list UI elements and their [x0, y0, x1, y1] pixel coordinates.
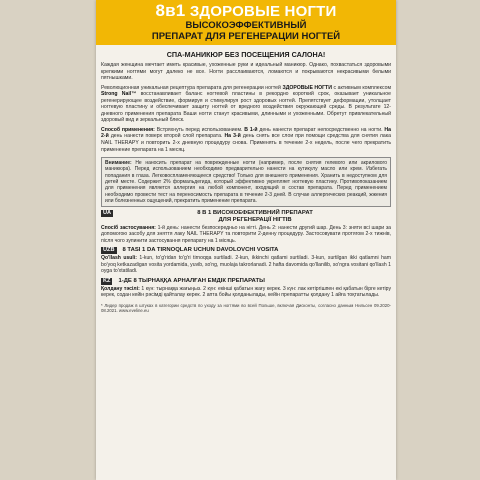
- uzb-usage-label: Qo'llash usuli:: [101, 255, 137, 262]
- product-title-name: ЗДОРОВЫЕ НОГТИ: [189, 3, 337, 20]
- application-day1: В 1-й: [244, 126, 258, 133]
- formula-brand: ЗДОРОВЫЕ НОГТИ: [282, 84, 332, 91]
- section-title: СПА-МАНИКЮР БЕЗ ПОСЕЩЕНИЯ САЛОНА!: [166, 50, 326, 59]
- formula-text-1: Революционная уникальная рецептура препарата для регенерации ногтей: [101, 84, 281, 91]
- application-text-3: день нанести поверх второй слой препарата.: [110, 133, 223, 140]
- uzb-badge: UZB: [103, 247, 115, 254]
- footnote: * Лидер продаж в штуках в категории средств по уходу за ногтями во всей Польше, включая Дисконты, согласно данным Нильсен 09.2020-08.2021. www.eveline.eu: [101, 302, 391, 314]
- warning-label: Внимание:: [105, 160, 132, 167]
- kz-title: 1-ДЕ 8 ТЫРНАҚҚА АРНАЛҒАН ЕМДІК ПРЕПАРАТЫ: [118, 277, 265, 284]
- kz-heading: [101, 278, 391, 285]
- formula-complex: Strong Nail™: [101, 91, 137, 98]
- ua-usage-text: 1-й день: нанести безпосередньо на нігті. День 2: нанести другий шар. День 3: зняти всі шари за допомогою засобу для зняття лаку NAIL THERAPY та повторити 2-денну процедуру. Застосовувати протягом 2-х тижнів, після чого зупинити застосування препарату на 1 місяць.: [101, 224, 391, 244]
- uzb-title: 8 TASI 1 DA TIRNOQLAR UCHUN DAVOLOVCHI VOSITA: [122, 247, 279, 254]
- uzb-usage-text: 1-kun, to'g'ridan to'g'ri tirnoqqa surtiladi. 2-kun, ikkinchi qatlami surtiladi. 3-kun, surtilgan ikki qatlamni ham bo'yoq ketkazadigan vosita yordamida, yuvib, so'ng, muolaja takrorlanadi. 2 hafta davomida qo'llanilib, so'ngra vositani qo'llash 1 oyga to'xtatiladi.: [101, 255, 392, 275]
- application-day3: На 3-й: [224, 133, 241, 140]
- uzb-heading: [101, 247, 391, 254]
- ua-usage-label: Спосіб застосування:: [101, 224, 156, 231]
- uzb-usage: [101, 255, 391, 275]
- ua-badge: UA: [103, 210, 112, 217]
- ua-title-line2: ДЛЯ РЕГЕНЕРАЦІЇ НІГТІВ: [218, 216, 292, 223]
- product-title: [102, 2, 390, 20]
- formula-text-3: восстанавливает баланс ногтевой пластины в рекордно короткий срок, оказывает уникальное регенерирующее воздействие, формируя и стимулируя рост здоровых ногтей. Препятствует деформации, утолщает ногтевую пластину и обеспечивает защиту ногтей от вредного воздействия окружающей среды. В результате 12-дневного применения препарата Ваши ногти станут красивыми, длинными и ухоженными. Обретут привлекательный здоровый вид и зеркальный блеск.: [101, 91, 391, 124]
- warning-text: Не наносить препарат на поврежденные ногти (например, после снятия гелевого или акрилового маникюра). Перед использованием необходимо предварительно нанести на кутикулу масло или крем. Избегать попадания в глаза. Легковоспламеняющееся средство! Только для внешнего применения. Хранить в недоступном для детей месте. Содержит 2% формальдегида, который эффективно укрепляет ногтевую пластину. Противопоказанием для применения является аллергия на любой компонент, входящий в состав препарата. Перед применением необходимо провести тест на переносимость препарата в течение 2-3 дней. В случае аллергических реакций, жжения или болезненных ощущений, прекратить применение препарата.: [105, 160, 387, 204]
- application-day2: На 2-й: [101, 126, 391, 140]
- product-title-number: 8в1: [155, 1, 186, 20]
- product-subtitle-line2: ПРЕПАРАТ ДЛЯ РЕГЕНЕРАЦИИ НОГТЕЙ: [151, 31, 341, 42]
- formula-paragraph: [101, 85, 391, 124]
- kz-usage: [101, 286, 391, 299]
- product-subtitle-line1: ВЫСОКОЭФФЕКТИВНЫЙ: [185, 20, 307, 31]
- formula-text-2: с активным комплексом: [333, 84, 391, 91]
- ua-title: [119, 210, 391, 224]
- kz-usage-label: Қолдану тәсілі:: [101, 285, 140, 292]
- ua-heading: [101, 210, 391, 224]
- intro-paragraph: Каждая женщина мечтает иметь красивые, ухоженные руки и идеальный маникюр. Однако, похвастаться здоровыми крепкими ногтями могут далеко не все. Ногти расслаиваются, ломаются и покрываются некрасивыми белыми пятнышками.: [101, 62, 391, 82]
- ua-usage: [101, 225, 391, 245]
- ua-title-line1: 8 В 1 ВИСОКОЕФЕКТИВНИЙ ПРЕПАРАТ: [197, 210, 313, 217]
- application-paragraph: [101, 127, 391, 153]
- application-text-1: Встряхнуть перед использованием.: [156, 126, 243, 133]
- kz-usage-text: 1 күн: тырнаққа жағыңыз. 2 күн: екінші қабатын жағу керек. 3 күн: лак кетіргішпен екі қабатын бірге кетіру керек, содан кейін рәсімді қайталау керек. 2 апта бойы қолданылады, кейін препаратты қолдану 1 айға тоқтатылады.: [101, 285, 391, 299]
- kz-badge: KZ: [103, 277, 111, 284]
- product-leaflet: [96, 0, 396, 480]
- warning-box: [101, 157, 391, 207]
- application-text-2: день нанести препарат непосредственно на ногти.: [259, 126, 383, 133]
- header-banner: [96, 0, 396, 45]
- application-text-4: день снять все слои при помощи средства для снятия лака NAIL THERAPY и повторить 2-х дневную процедуру снова. Применять в течение 2-х недель, после чего прекратить применение препарата на 1 месяц.: [101, 133, 391, 153]
- application-label: Способ применения:: [101, 126, 155, 133]
